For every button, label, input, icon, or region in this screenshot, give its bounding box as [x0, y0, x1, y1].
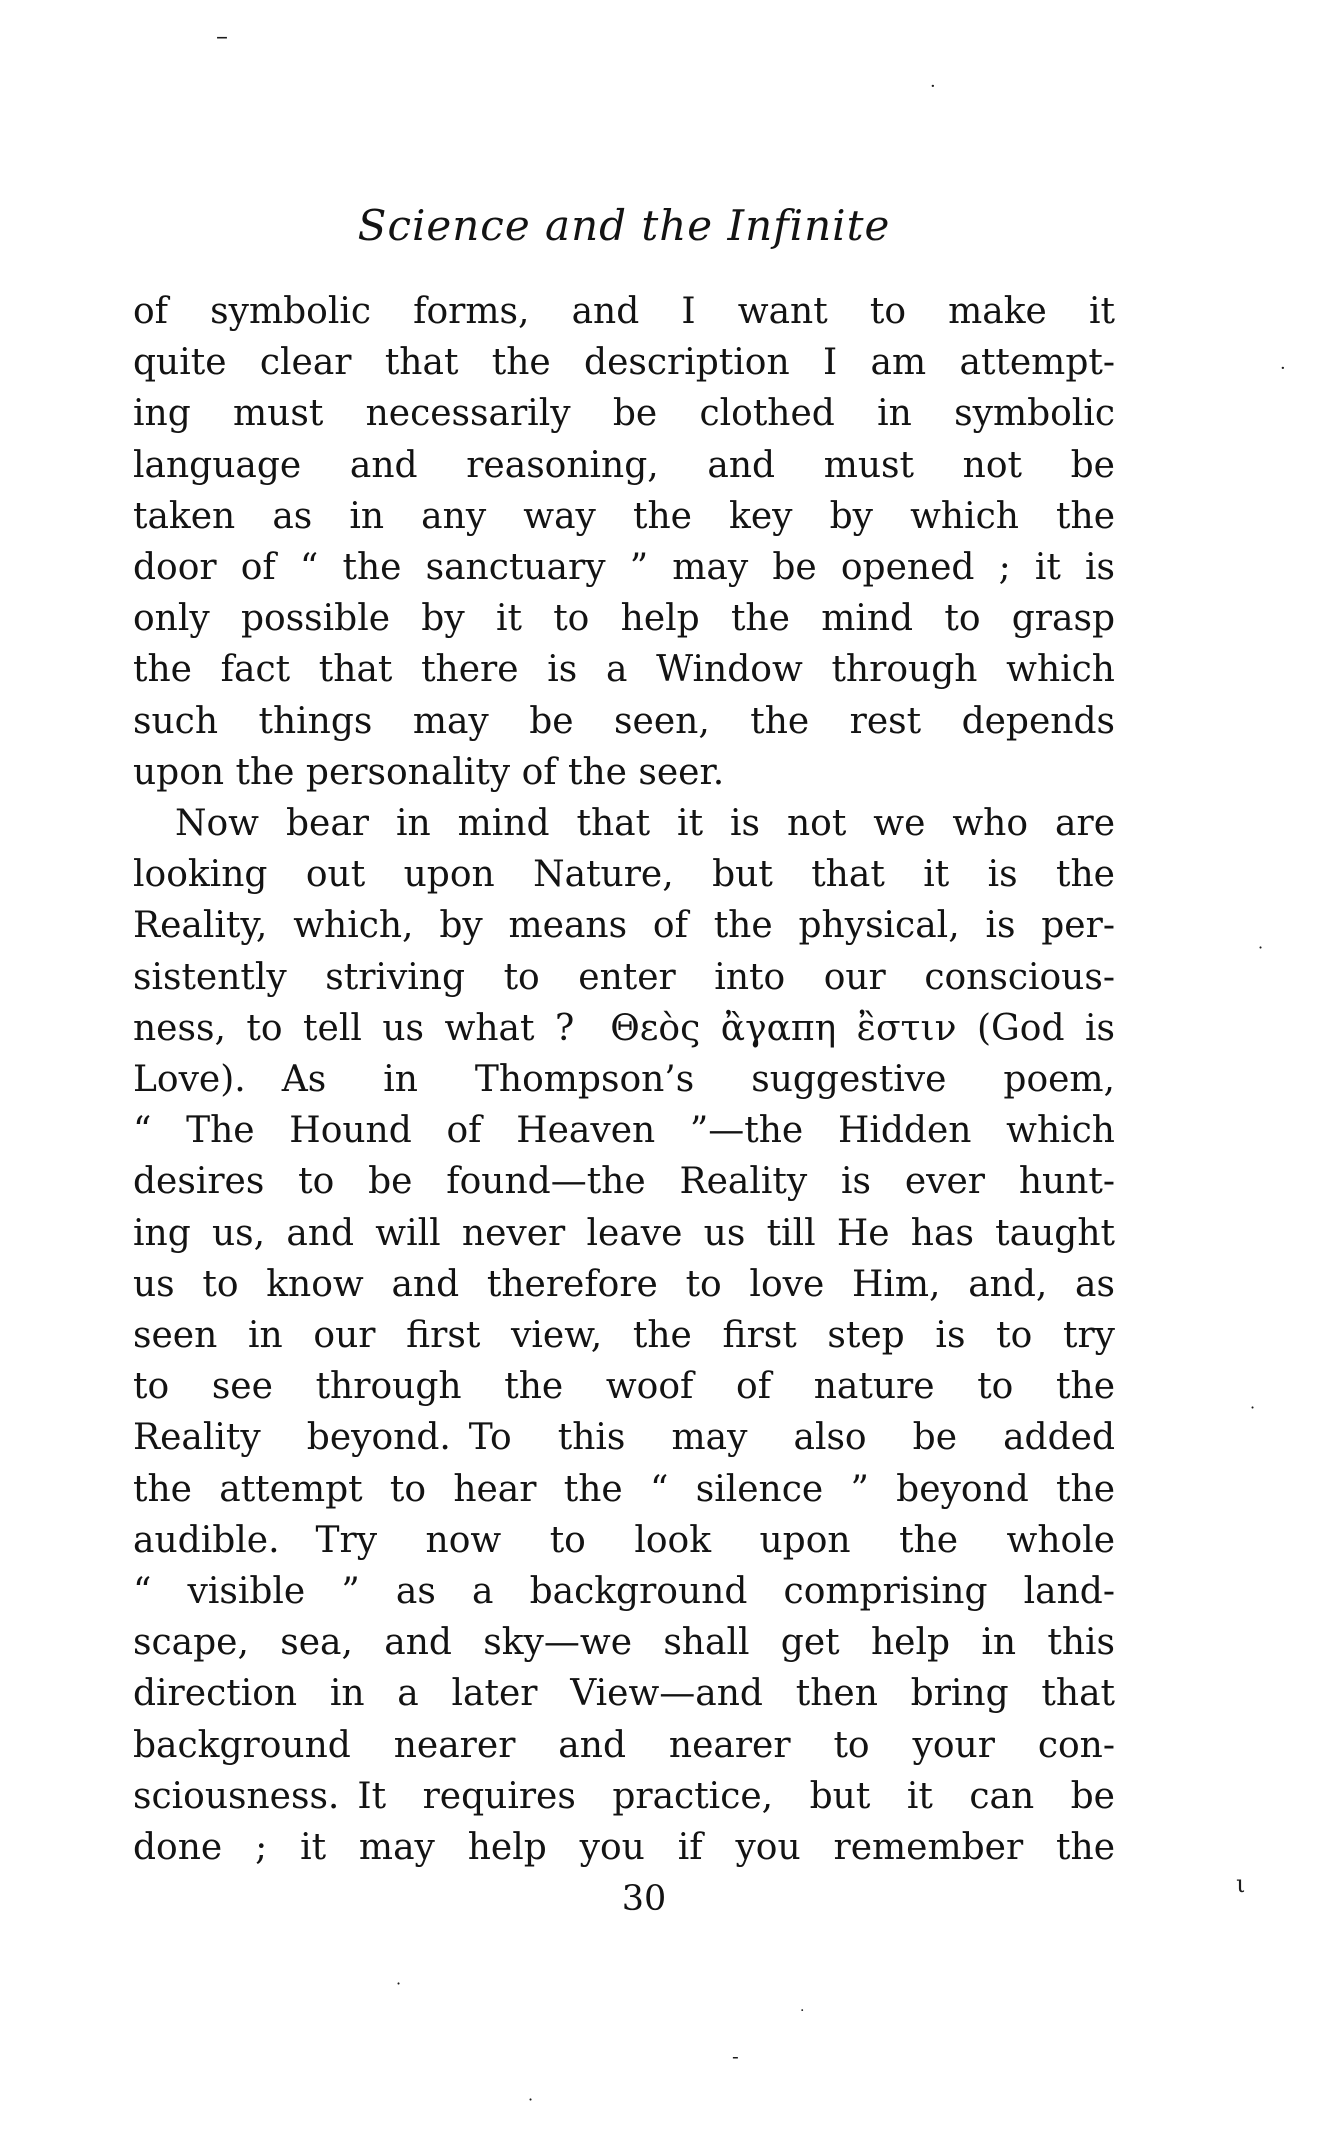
scan-artifact: · — [1250, 1398, 1256, 1417]
text-line: ing us, and will never leave us till He has taught — [133, 1212, 1115, 1254]
text-line: looking out upon Nature, but that it is the — [133, 854, 1115, 896]
text-line: taken as in any way the key by which the — [133, 495, 1115, 537]
text-line: ing must necessarily be clothed in symbolic — [133, 393, 1115, 435]
text-line: Love). As in Thompson’s suggestive poem, — [133, 1059, 1115, 1101]
text-line: upon the personality of the seer. — [133, 751, 725, 793]
text-line: audible. Try now to look upon the whole — [133, 1519, 1115, 1561]
text-line: scape, sea, and sky—we shall get help in this — [133, 1622, 1115, 1664]
text-line: “ The Hound of Heaven ”—the Hidden which — [133, 1110, 1115, 1152]
scan-artifact: · — [930, 76, 936, 97]
text-line: only possible by it to help the mind to grasp — [133, 598, 1115, 640]
text-line: ness, to tell us what ? Θεὸς ἂγαπη ἒστιν (God is — [133, 1007, 1115, 1049]
scan-artifact: – — [216, 22, 228, 50]
running-header-title: Science and the Infinite — [357, 201, 891, 250]
text-line: to see through the woof of nature to the — [133, 1366, 1115, 1408]
text-line: Reality beyond. To this may also be added — [133, 1417, 1115, 1459]
scan-artifact: · — [396, 1974, 402, 1993]
text-line: of symbolic forms, and I want to make it — [133, 291, 1115, 332]
text-line: the fact that there is a Window through which — [133, 649, 1115, 691]
text-line: desires to be found—the Reality is ever hunt- — [133, 1161, 1115, 1203]
text-line: done ; it may help you if you remember the — [133, 1827, 1115, 1869]
text-line: “ visible ” as a background comprising land- — [133, 1571, 1115, 1613]
text-line: door of “ the sanctuary ” may be opened ; it is — [133, 547, 1115, 589]
text-line: sistently striving to enter into our conscious- — [133, 956, 1115, 998]
scan-artifact: · — [528, 2090, 534, 2109]
scan-artifact: - — [732, 2044, 739, 2068]
text-line: direction in a later View—and then bring that — [133, 1673, 1115, 1715]
text-column — [133, 196, 1115, 1925]
text-line: sciousness. It requires practice, but it can be — [133, 1775, 1115, 1817]
scan-artifact: · — [800, 2003, 805, 2019]
scan-artifact: ι — [1236, 1870, 1246, 1898]
scan-artifact: · — [1258, 938, 1264, 957]
text-line: us to know and therefore to love Him, and, as — [133, 1263, 1115, 1305]
text-line: the attempt to hear the “ silence ” beyond the — [133, 1468, 1115, 1510]
text-line: background nearer and nearer to your con- — [133, 1724, 1115, 1766]
body-text — [133, 286, 1115, 1873]
text-line: Now bear in mind that it is not we who are — [175, 803, 1115, 845]
text-line: language and reasoning, and must not be — [133, 444, 1115, 486]
text-line: Reality, which, by means of the physical, is per- — [133, 905, 1115, 947]
text-line: seen in our first view, the first step is to try — [133, 1315, 1115, 1357]
page-number: 30 — [621, 1879, 667, 1920]
text-line: such things may be seen, the rest depends — [133, 700, 1115, 742]
scan-artifact: · — [1280, 358, 1286, 379]
text-line: quite clear that the description I am attempt- — [133, 342, 1115, 384]
